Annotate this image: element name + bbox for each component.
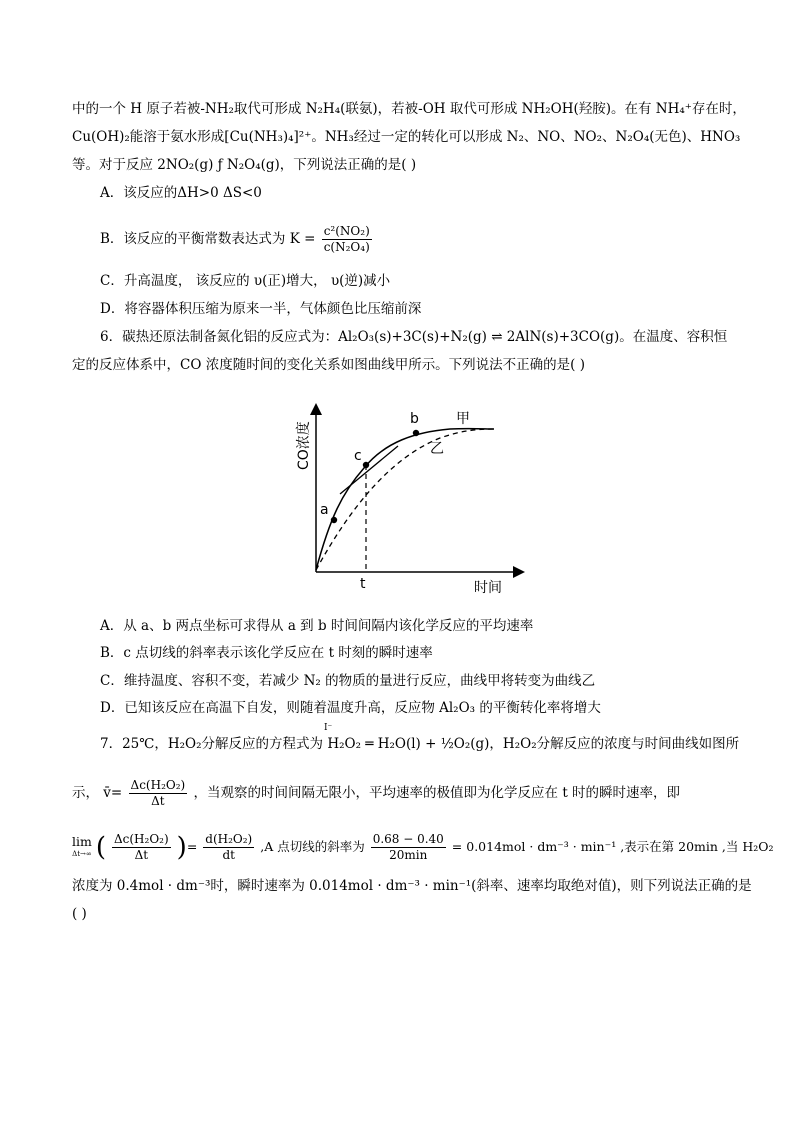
limit-label: lim bbox=[72, 833, 92, 849]
q7-stem-b-prefix: 示， bbox=[72, 785, 99, 801]
q7-stem-d: ( ) bbox=[72, 906, 87, 922]
tangent-line bbox=[340, 446, 398, 494]
catalyst-label: I⁻ bbox=[324, 723, 333, 733]
equilibrium-constant-fraction bbox=[322, 224, 372, 255]
open-paren: ( bbox=[95, 832, 106, 863]
average-rate-symbol: v̄= bbox=[103, 785, 123, 801]
derivative-numerator: d(H₂O₂) bbox=[205, 832, 253, 846]
q7-stem-b-suffix: ，当观察的时间间隔无限小，平均速率的极值即为化学反应在 t 时的瞬时速率，即 bbox=[193, 785, 681, 801]
q6-option-a: A．从 a、b 两点坐标可求得从 a 到 b 时间间隔内该化学反应的平均速率 bbox=[100, 618, 534, 634]
limit-numerator: Δc(H₂O₂) bbox=[113, 832, 169, 846]
k-numerator: c²(NO₂) bbox=[323, 224, 370, 238]
slope-result: = 0.014mol · dm⁻³ · min⁻¹ ,表示在第 20min ,当 H₂O₂ bbox=[451, 839, 774, 854]
intro-line-2: Cu(OH)₂能溶于氨水形成[Cu(NH₃)₄]²⁺。NH₃经过一定的转化可以形成 N₂、NO、NO₂、N₂O₄(无色)、HNO₃ bbox=[72, 129, 741, 145]
slope-fraction bbox=[371, 832, 446, 863]
x-axis-label: 时间 bbox=[474, 580, 502, 596]
q5-option-c: C．升高温度， 该反应的 υ(正)增大， υ(逆)减小 bbox=[100, 273, 391, 289]
average-rate-fraction bbox=[129, 778, 188, 809]
slope-text: ,A 点切线的斜率为 bbox=[260, 839, 365, 854]
co-concentration-chart bbox=[290, 398, 530, 598]
slope-denominator: 20min bbox=[389, 848, 428, 862]
q7-stem-c: 浓度为 0.4mol · dm⁻³时，瞬时速率为 0.014mol · dm⁻³ · min⁻¹(斜率、速率均取绝对值)，则下列说法正确的是 bbox=[72, 878, 752, 894]
q7-limit-line: lim Δt→∞ ( $\frac{\text{Δc(H₂O₂)}}{\Delta t}$ )= $\frac{\text{d(H₂O₂)}}{dt}$ ,A 点切线的斜率为 $\frac{0.68 - 0.40}{20\min}$ = 0.014mol · dm⁻³ · min⁻¹ ,表示在第 20min ,当 H₂O₂ bbox=[72, 832, 774, 863]
slope-numerator: 0.68 − 0.40 bbox=[372, 832, 444, 846]
label-point-c: c bbox=[354, 448, 362, 464]
point-b bbox=[413, 430, 419, 436]
label-series-yi: 乙 bbox=[430, 441, 444, 457]
close-paren: ) bbox=[176, 832, 187, 863]
q6-stem-1: 6．碳热还原法制备氮化铝的反应式为：Al₂O₃(s)+3C(s)+N₂(g) ⇌ 2AlN(s)+3CO(g)。在温度、容积恒 bbox=[100, 329, 728, 345]
derivative-fraction bbox=[203, 832, 254, 863]
label-t: t bbox=[360, 576, 366, 592]
limit-denominator: Δt bbox=[134, 848, 149, 862]
limit-fraction bbox=[112, 832, 171, 863]
q5-option-a: A．该反应的ΔH>0 ΔS<0 bbox=[100, 185, 262, 201]
q6-option-b: B．c 点切线的斜率表示该化学反应在 t 时刻的瞬时速率 bbox=[100, 645, 433, 661]
q7-stem-b bbox=[72, 778, 680, 809]
label-series-jia: 甲 bbox=[456, 411, 470, 427]
point-a bbox=[331, 517, 337, 523]
average-rate-numerator: Δc(H₂O₂) bbox=[130, 778, 186, 792]
y-axis-label: CO浓度 bbox=[296, 421, 312, 470]
intro-line-1: 中的一个 H 原子若被-NH₂取代可形成 N₂H₄(联氨)，若被-OH 取代可形成 NH₂OH(羟胺)。在有 NH₄⁺存在时， bbox=[72, 101, 746, 117]
q7-stem-a bbox=[100, 734, 739, 754]
q6-option-c: C．维持温度、容积不变，若减少 N₂ 的物质的量进行反应，曲线甲将转变为曲线乙 bbox=[100, 673, 596, 689]
label-point-a: a bbox=[320, 502, 329, 518]
q6-stem-2: 定的反应体系中，CO 浓度随时间的变化关系如图曲线甲所示。下列说法不正确的是( ) bbox=[72, 357, 586, 373]
limit-operator bbox=[72, 833, 92, 860]
series-jia-curve bbox=[316, 429, 494, 570]
q6-option-d: D．已知该反应在高温下自发，则随着温度升高，反应物 Al₂O₃ 的平衡转化率将增大 bbox=[100, 700, 601, 716]
k-denominator: c(N₂O₄) bbox=[323, 240, 370, 254]
point-c bbox=[363, 462, 369, 468]
average-rate-denominator: Δt bbox=[151, 794, 165, 808]
derivative-denominator: dt bbox=[222, 848, 235, 862]
intro-line-3: 等。对于反应 2NO₂(g) ƒ N₂O₄(g)，下列说法正确的是( ) bbox=[72, 157, 417, 173]
q5-option-d: D．将容器体积压缩为原来一半，气体颜色比压缩前深 bbox=[100, 301, 422, 317]
q7-stem-a-text: 7．25℃，H₂O₂分解反应的方程式为 H₂O₂ ═ H₂O(l) + ½O₂(g)，H₂O₂分解反应的浓度与时间曲线如图所 bbox=[100, 736, 740, 752]
q5-option-b-prefix: B．该反应的平衡常数表达式为 K = bbox=[100, 231, 316, 247]
label-point-b: b bbox=[410, 411, 419, 427]
series-yi-curve bbox=[316, 429, 494, 570]
q5-option-b bbox=[100, 224, 374, 255]
limit-subscript: Δt→∞ bbox=[72, 849, 92, 858]
